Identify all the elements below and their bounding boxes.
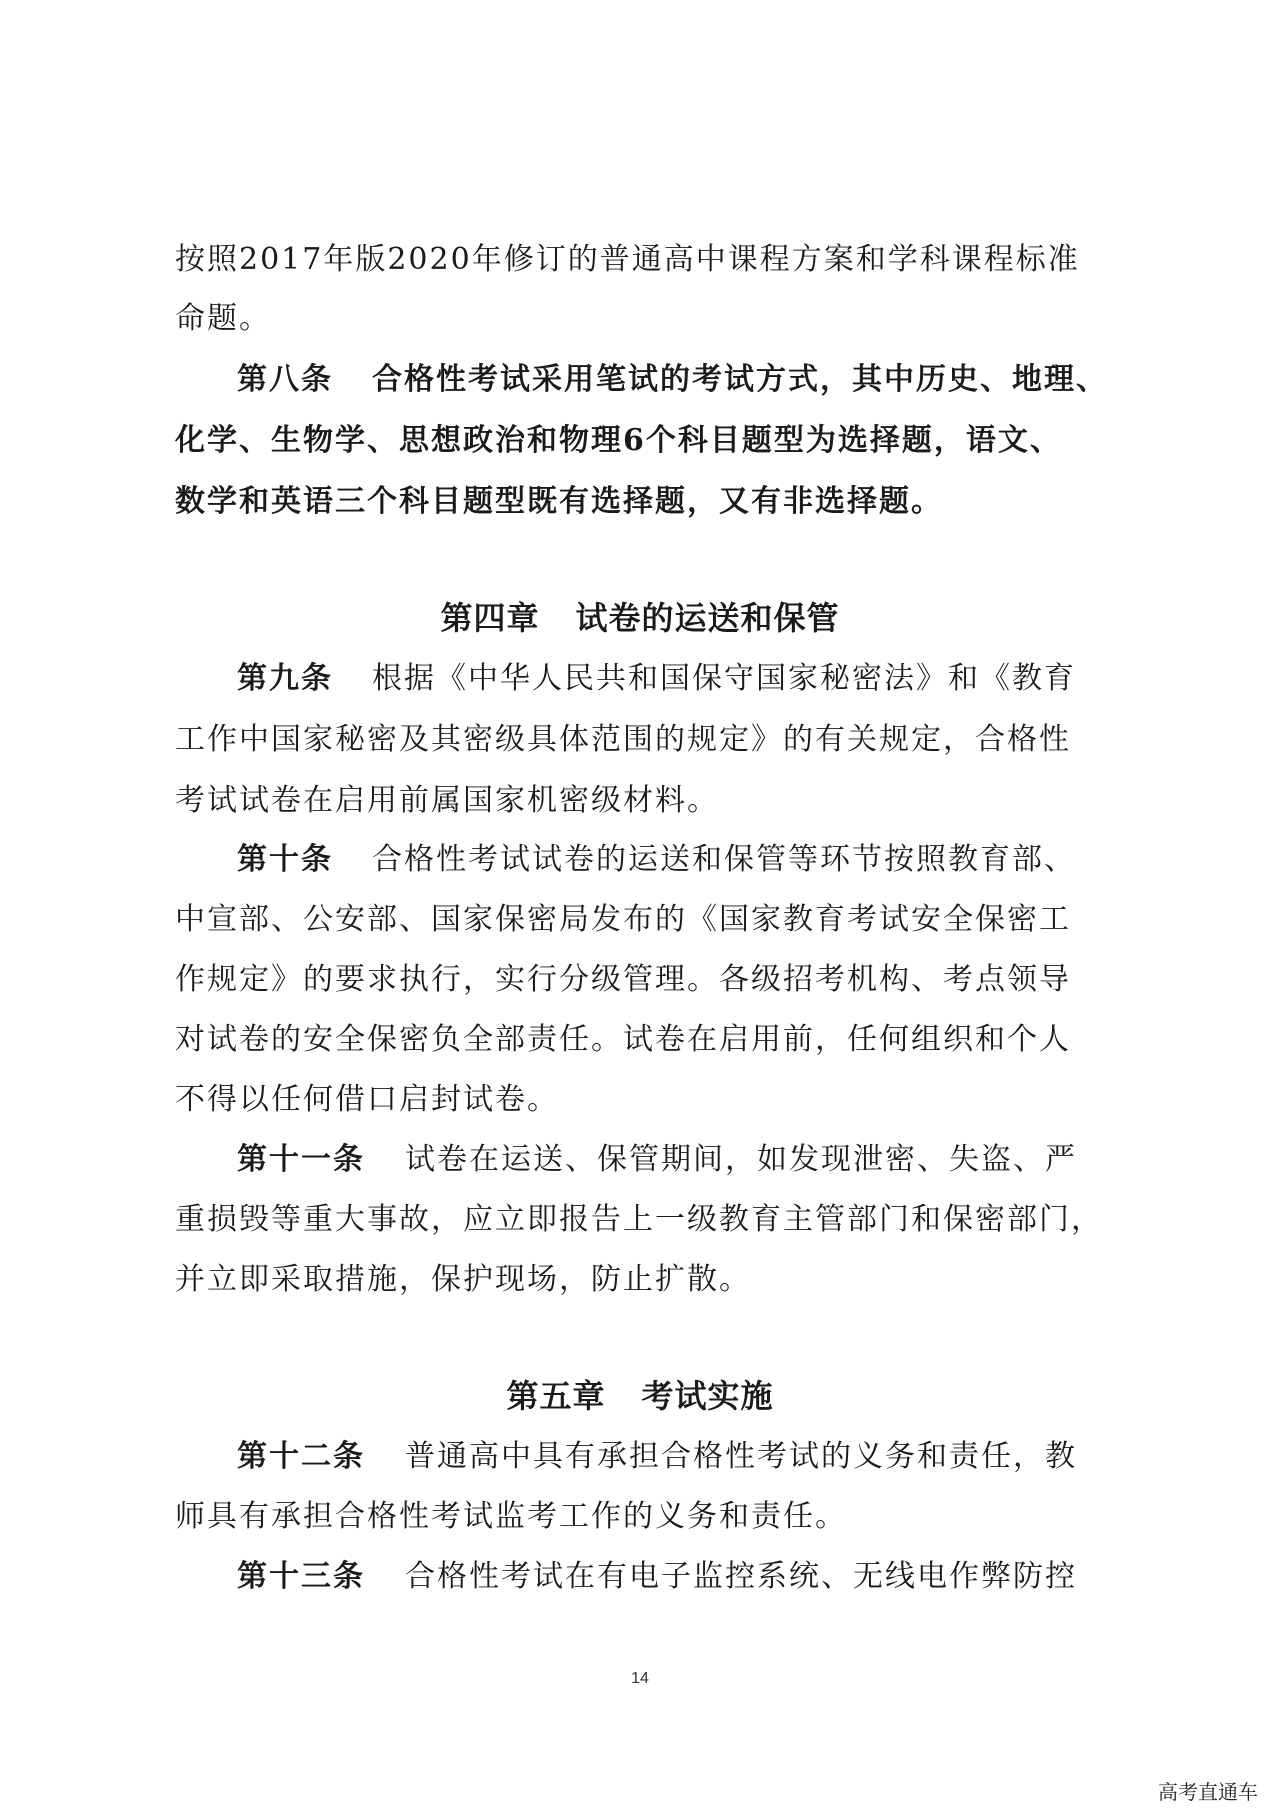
article-label: 第十二条	[237, 1439, 365, 1474]
paragraph-text: 命题。	[175, 301, 271, 336]
chapter-heading	[0, 597, 1280, 639]
paragraph-text: 合格性考试采用笔试的考试方式，其中历史、地理、	[372, 362, 1108, 397]
paragraph-text: 根据《中华人民共和国保守国家秘密法》和《教育	[372, 661, 1076, 696]
chapter-heading	[0, 1375, 1280, 1417]
paragraph-text: 普通高中具有承担合格性考试的义务和责任，教	[405, 1439, 1077, 1474]
article-label: 第十三条	[237, 1559, 365, 1594]
page-number: 14	[631, 1670, 649, 1687]
paragraph-text: 试卷在运送、保管期间，如发现泄密、失盗、严	[405, 1142, 1077, 1177]
paragraph-text: 化学、生物学、思想政治和物理6个科目题型为选择题，语文、	[175, 423, 1062, 458]
paragraph-text: 不得以任何借口启封试卷。	[175, 1082, 559, 1117]
article-label: 第八条	[237, 362, 333, 397]
chapter-title: 考试实施	[641, 1377, 774, 1415]
paragraph-text: 对试卷的安全保密负全部责任。试卷在启用前，任何组织和个人	[175, 1022, 1071, 1057]
paragraph-text: 工作中国家秘密及其密级具体范围的规定》的有关规定，合格性	[175, 722, 1071, 757]
paragraph-text: 数学和英语三个科目题型既有选择题，又有非选择题。	[175, 484, 943, 519]
watermark-text: 高考直通车	[1158, 1780, 1258, 1804]
paragraph-text: 师具有承担合格性考试监考工作的义务和责任。	[175, 1499, 847, 1534]
paragraph-text: 作规定》的要求执行，实行分级管理。各级招考机构、考点领导	[175, 962, 1071, 997]
article-label: 第九条	[237, 661, 333, 696]
paragraph-text: 合格性考试试卷的运送和保管等环节按照教育部、	[372, 842, 1076, 877]
paragraph-text: 并立即采取措施，保护现场，防止扩散。	[175, 1262, 751, 1297]
article-label: 第十条	[237, 842, 333, 877]
chapter-number: 第五章	[506, 1377, 606, 1415]
paragraph-text: 重损毁等重大事故，应立即报告上一级教育主管部门和保密部门，	[175, 1202, 1103, 1237]
paragraph-text: 考试试卷在启用前属国家机密级材料。	[175, 783, 719, 818]
article-label: 第十一条	[237, 1142, 365, 1177]
chapter-number: 第四章	[440, 599, 540, 637]
paragraph-text: 中宣部、公安部、国家保密局发布的《国家教育考试安全保密工	[175, 902, 1071, 937]
paragraph-text: 合格性考试在有电子监控系统、无线电作弊防控	[405, 1559, 1077, 1594]
paragraph-text: 按照2017年版2020年修订的普通高中课程方案和学科课程标准	[175, 242, 1080, 277]
chapter-title: 试卷的运送和保管	[575, 599, 840, 637]
